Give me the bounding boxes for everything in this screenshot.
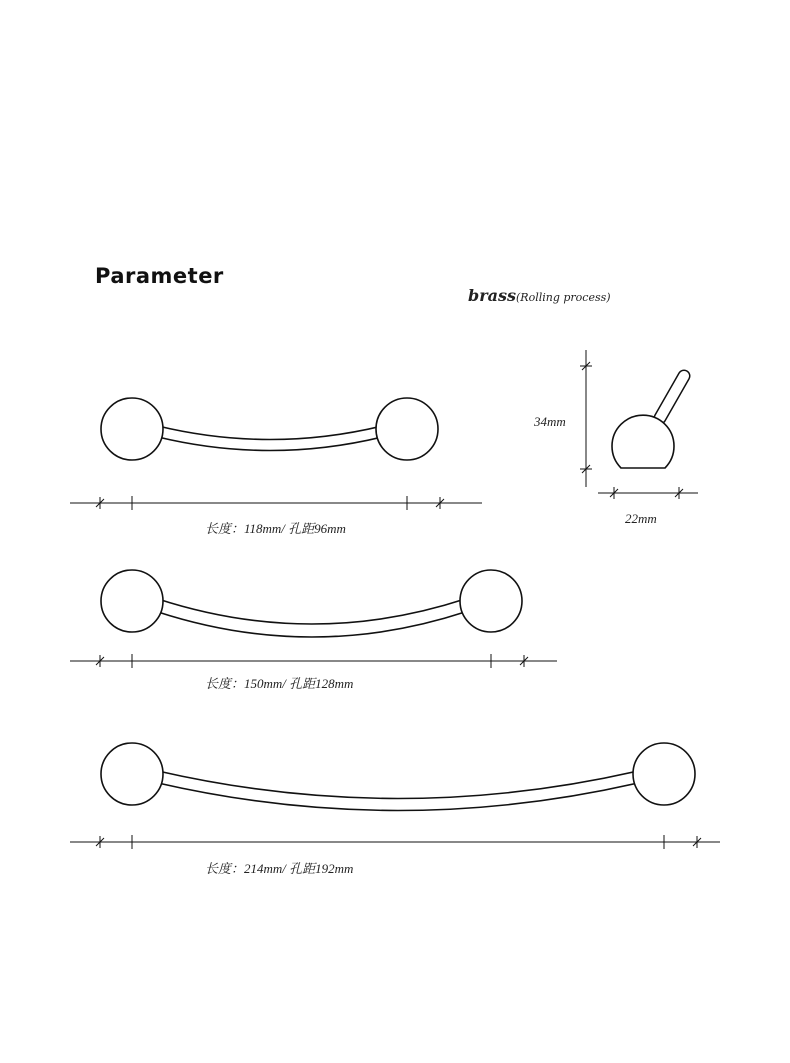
handle-knob-left (101, 398, 163, 460)
handle-118mm-drawing (70, 398, 482, 510)
handle-118mm-label: 长度：118mm/ 孔距96mm (205, 521, 346, 536)
page-title: Parameter (95, 264, 224, 288)
handle-150mm-drawing (70, 570, 557, 668)
handle-side-view (580, 350, 698, 499)
handle-knob-left (101, 570, 163, 632)
material-process: (Rolling process) (516, 291, 611, 304)
side-view-knob (612, 415, 674, 468)
handle-knob-left (101, 743, 163, 805)
dimension-line (70, 496, 482, 510)
width-dimension (598, 487, 698, 499)
material-name: brass (468, 286, 516, 305)
dimension-line (70, 654, 557, 668)
dimension-line (70, 835, 720, 849)
handle-214mm-label: 长度：214mm/ 孔距192mm (205, 861, 354, 876)
side-view-width-label: 22mm (625, 511, 657, 526)
handle-knob-right (460, 570, 522, 632)
handle-bar (158, 599, 465, 637)
handle-bar (158, 426, 382, 451)
handle-knob-right (376, 398, 438, 460)
side-view-height-label: 34mm (534, 414, 566, 429)
handle-bar (158, 771, 638, 811)
handle-150mm-label: 长度：150mm/ 孔距128mm (205, 676, 354, 691)
handle-knob-right (633, 743, 695, 805)
handle-214mm-drawing (70, 743, 720, 849)
height-dimension (580, 350, 592, 487)
